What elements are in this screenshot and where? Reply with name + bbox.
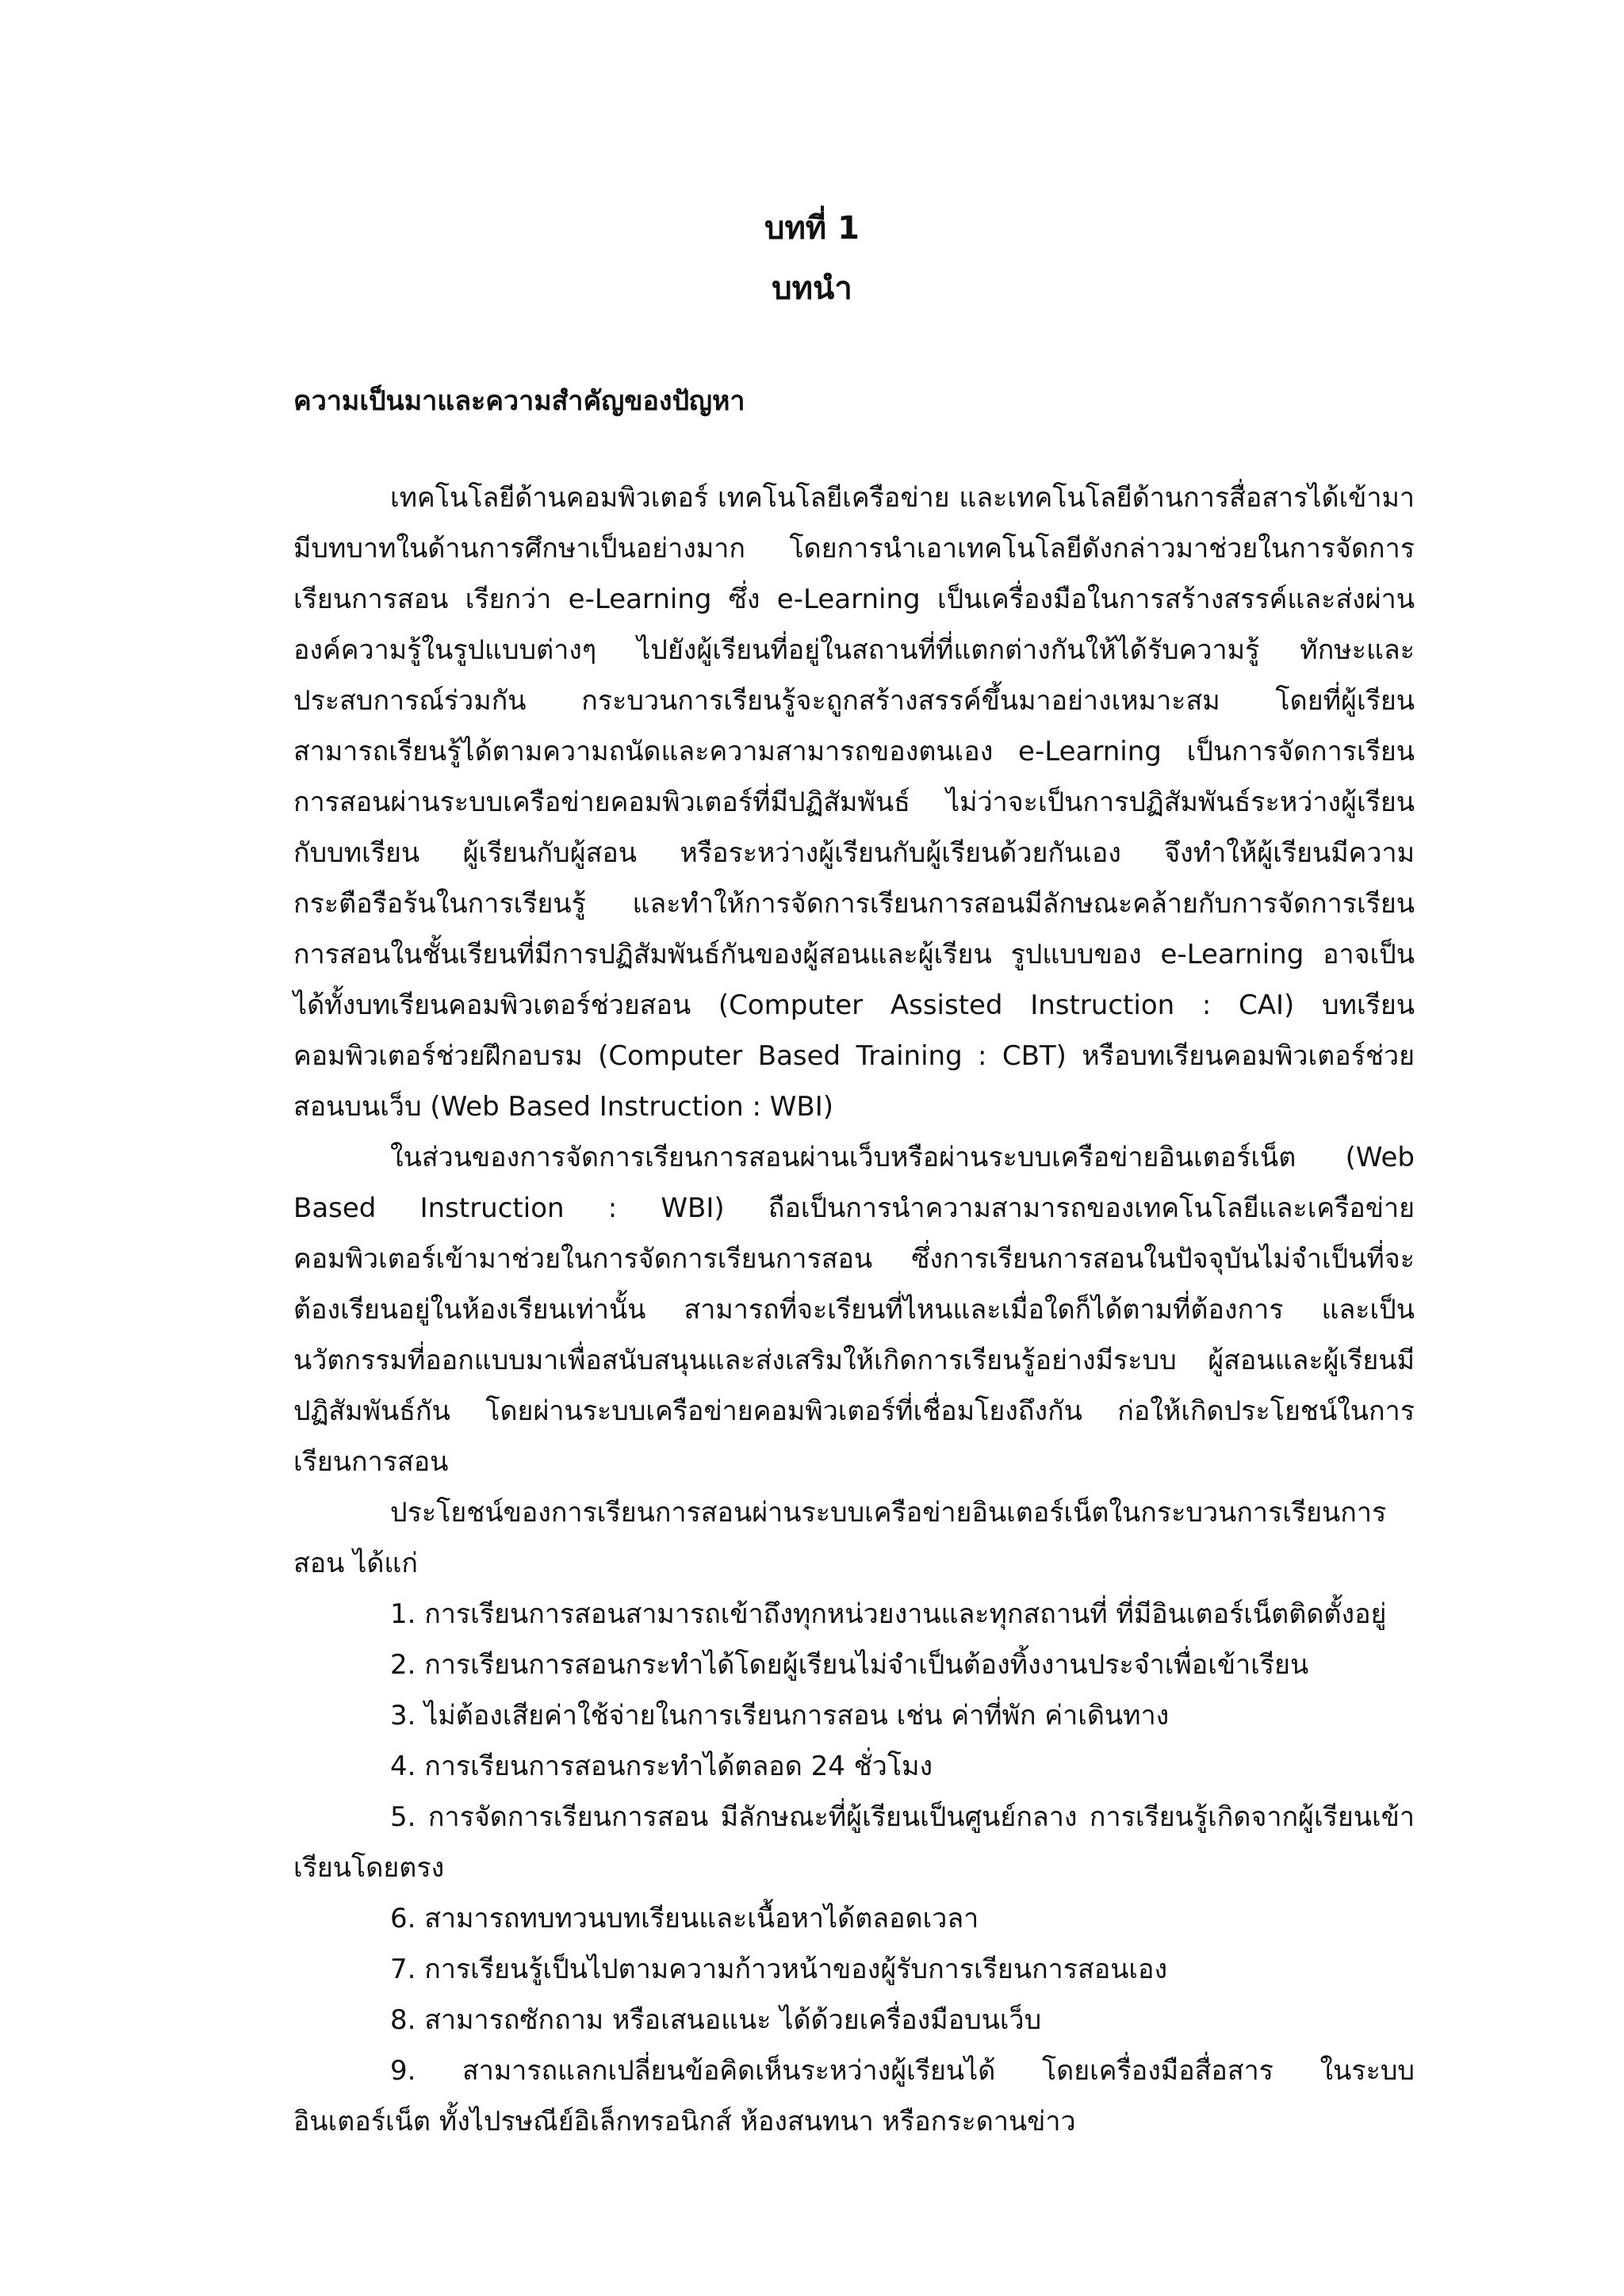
chapter-number: บทที่ 1	[764, 210, 860, 247]
list-item: 2. การเรียนการสอนกระทำได้โดยผู้เรียนไม่จำเป็นต้องทิ้งงานประจำเพื่อเข้าเรียน	[390, 1649, 1309, 1681]
list-item: 3. ไม่ต้องเสียค่าใช้จ่ายในการเรียนการสอน เช่น ค่าที่พัก ค่าเดินทาง	[390, 1700, 1170, 1732]
list-item: 1. การเรียนการสอนสามารถเข้าถึงทุกหน่วยงานและทุกสถานที่ ที่มีอินเตอร์เน็ตติดตั้งอยู่	[390, 1598, 1387, 1630]
benefit-list	[293, 1589, 1415, 2147]
paragraph-wbi: ในส่วนของการจัดการเรียนการสอนผ่านเว็บหรือผ่านระบบเครือข่ายอินเตอร์เน็ต (Web Based Instruction : WBI) ถือเป็นการนำความสามารถของเทคโนโลยีและเครือข่ายคอมพิวเตอร์เข้ามาช่วยในการจัดการเรียนการสอน ซึ่งการเรียนการสอนในปัจจุบันไม่จำเป็นที่จะต้องเรียนอยู่ในห้องเรียนเท่านั้น สามารถที่จะเรียนที่ไหนและเมื่อใดก็ได้ตามที่ต้องการ และเป็นนวัตกรรมที่ออกแบบมาเพื่อสนับสนุนและส่งเสริมให้เกิดการเรียนรู้อย่างมีระบบ ผู้สอนและผู้เรียนมีปฏิสัมพันธ์กัน โดยผ่านระบบเครือข่ายคอมพิวเตอร์ที่เชื่อมโยงถึงกัน ก่อให้เกิดประโยชน์ในการเรียนการสอน	[293, 1142, 1415, 1478]
paragraph-benefits-intro: ประโยชน์ของการเรียนการสอนผ่านระบบเครือข่ายอินเตอร์เน็ตในกระบวนการเรียนการสอน ได้แก่	[293, 1497, 1387, 1579]
body-text	[293, 473, 1415, 2147]
list-item: 8. สามารถซักถาม หรือเสนอแนะ ได้ด้วยเครื่องมือบนเว็บ	[390, 2004, 1042, 2036]
section-heading: ความเป็นมาและความสำคัญของปัญหา	[293, 385, 745, 417]
list-item: 4. การเรียนการสอนกระทำได้ตลอด 24 ชั่วโมง	[390, 1751, 933, 1782]
list-item: 5. การจัดการเรียนการสอน มีลักษณะที่ผู้เรียนเป็นศูนย์กลาง การเรียนรู้เกิดจากผู้เรียนเข้าเรียนโดยตรง	[293, 1801, 1415, 1884]
paragraph-elearning-intro: เทคโนโลยีด้านคอมพิวเตอร์ เทคโนโลยีเครือข่าย และเทคโนโลยีด้านการสื่อสารได้เข้ามามีบทบาทในด้านการศึกษาเป็นอย่างมาก โดยการนำเอาเทคโนโลยีดังกล่าวมาช่วยในการจัดการเรียนการสอน เรียกว่า e-Learning ซึ่ง e-Learning เป็นเครื่องมือในการสร้างสรรค์และส่งผ่านองค์ความรู้ในรูปแบบต่างๆ ไปยังผู้เรียนที่อยู่ในสถานที่ที่แตกต่างกันให้ได้รับความรู้ ทักษะและประสบการณ์ร่วมกัน กระบวนการเรียนรู้จะถูกสร้างสรรค์ขึ้นมาอย่างเหมาะสม โดยที่ผู้เรียนสามารถเรียนรู้ได้ตามความถนัดและความสามารถของตนเอง e-Learning เป็นการจัดการเรียนการสอนผ่านระบบเครือข่ายคอมพิวเตอร์ที่มีปฏิสัมพันธ์ ไม่ว่าจะเป็นการปฏิสัมพันธ์ระหว่างผู้เรียนกับบทเรียน ผู้เรียนกับผู้สอน หรือระหว่างผู้เรียนกับผู้เรียนด้วยกันเอง จึงทำให้ผู้เรียนมีความกระตือรือร้นในการเรียนรู้ และทำให้การจัดการเรียนการสอนมีลักษณะคล้ายกับการจัดการเรียนการสอนในชั้นเรียนที่มีการปฏิสัมพันธ์กันของผู้สอนและผู้เรียน รูปแบบของ e-Learning อาจเป็นได้ทั้งบทเรียนคอมพิวเตอร์ช่วยสอน (Computer Assisted Instruction : CAI) บทเรียนคอมพิวเตอร์ช่วยฝึกอบรม (Computer Based Training : CBT) หรือบทเรียนคอมพิวเตอร์ช่วยสอนบนเว็บ (Web Based Instruction : WBI)	[293, 482, 1415, 1123]
list-item: 7. การเรียนรู้เป็นไปตามความก้าวหน้าของผู้รับการเรียนการสอนเอง	[390, 1954, 1168, 1985]
list-item: 6. สามารถทบทวนบทเรียนและเนื้อหาได้ตลอดเวลา	[390, 1903, 979, 1934]
chapter-title: บทนำ	[772, 270, 852, 307]
list-item: 9. สามารถแลกเปลี่ยนข้อคิดเห็นระหว่างผู้เรียนได้ โดยเครื่องมือสื่อสาร ในระบบอินเตอร์เน็ต ทั้งไปรษณีย์อิเล็กทรอนิกส์ ห้องสนทนา หรือกระดานข่าว	[293, 2055, 1415, 2137]
